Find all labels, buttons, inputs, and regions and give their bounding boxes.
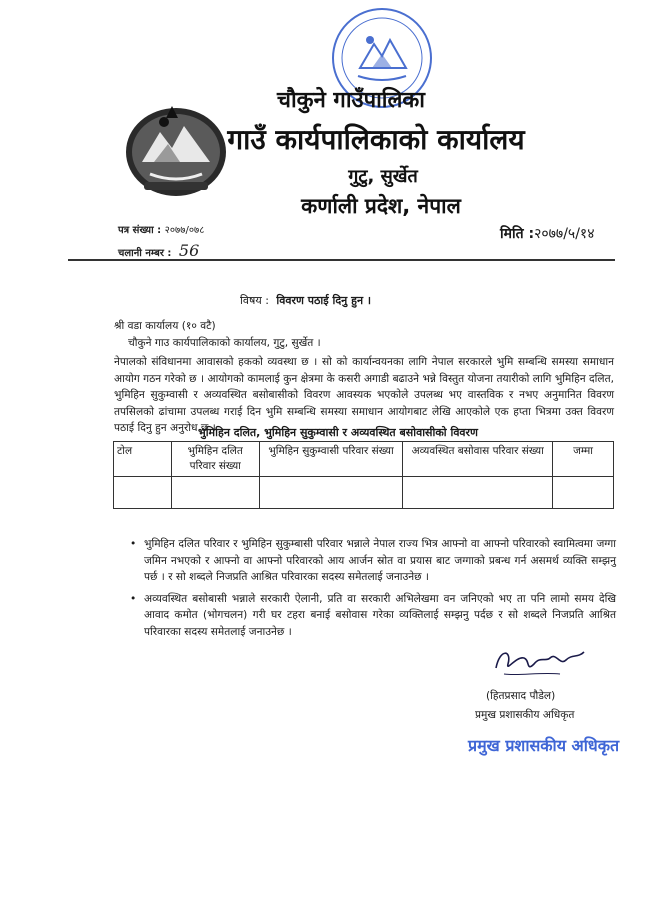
column-header-total: जम्मा [553,442,614,477]
recipient-line-2: चौकुने गाउ कार्यपालिकाको कार्यालय, गुटु, सुर्खेत । [128,337,321,349]
header-divider [68,259,615,261]
subject-line [240,293,371,308]
date-value: २०७७/५/१४ [534,226,595,242]
signatory-name: (हितप्रसाद पौडेल) [486,690,556,702]
officer-title-stamp: प्रमुख प्रशासकीय अधिकृत [468,736,620,755]
list-item [130,536,616,586]
office-location: गुटु, सुर्खेत [348,166,418,187]
note-text: अव्यवस्थित बसोबासी भन्नाले सरकारी ऐलानी, प्रति वा सरकारी अभिलेखमा वन जनिएको भए ता पनि लामो समय देखि आवाद कमोत (भोगचलन) गरी घर टहरा बनाई बसोवास गरेका व्यक्तिलाई सम्झनु पर्दछ र सो शब्दले निजप्रति आश्रित परिवारका सदस्य समेतलाई जनाउनेछ । [144,592,616,638]
recipient-line-1: श्री वडा कार्यालय (१० वटै) [114,320,216,332]
table-cell [553,477,614,509]
province-country: कर्णाली प्रदेश, नेपाल [301,194,461,218]
bullet-icon: • [130,538,137,550]
column-header-unmanaged-settler: अव्यवस्थित बसोवास परिवार संख्या [403,442,553,477]
body-paragraph: नेपालको संविधानमा आवासको हकको व्यवस्था छ । सो को कार्यान्वयनका लागि नेपाल सरकारले भुमि सम्बन्धि समस्या समाधान आयोग गठन गरेको छ । आयोगको कामलाई कुन क्षेत्रमा के कसरी अगाडी बढाउने भन्ने विस्तुत योजना तयारीको लागि भुमिहिन दलित, भुमिहिन सुकुम्वासी र अव्यवस्थित बसोबासीको विवरण आवस्यक भएकोले उपलब्ध भए वास्तविक र नभए अनुमानित विवरण तपसिलको ढांचामा उपलब्ध गराई दिन भुमि सम्बन्धि समस्या समाधान आयोगबाट लेखि आएकोले एक हप्ता भित्रमा उक्त विवरण पठाई दिनु हुन अनुरोध छ । [114,356,614,434]
table-row [114,477,614,509]
office-name: गाउँ कार्यपालिकाको कार्यालय [227,123,525,156]
definition-notes [130,536,616,645]
table-cell [403,477,553,509]
subject-label: विषय : [240,294,269,307]
note-text: भुमिहिन दलित परिवार र भुमिहिन सुकुम्बासी परिवार भन्नाले नेपाल राज्य भित्र आफ्नो वा आफ्नो परिवारको स्वामित्वमा जग्गा जमिन नभएको र आफ्नो वा आफ्नो परिवारको आय आर्जन स्रोत वा प्रयास बाट जग्गाको प्रबन्ध गर्न असमर्थ व्यक्ति सम्झनु पर्छ । र सो शब्दले निजप्रति आश्रित परिवारका सदस्य समेतलाई जनाउनेछ । [144,538,616,583]
subject-value: विवरण पठाई दिनु हुन । [276,294,372,307]
letter-number-label: पत्र संख्या : [118,225,162,236]
table-header-row [114,442,614,477]
letter-number [118,222,204,236]
date-label: मिति : [500,226,535,242]
letter-date [500,224,594,243]
column-header-landless-dalit: भुमिहिन दलित परिवार संख्या [171,442,259,477]
household-details-table [113,441,614,509]
handwritten-signature [490,642,590,682]
dispatch-number-value: 56 [178,241,200,260]
bullet-icon: • [130,592,137,605]
table-cell [171,477,259,509]
table-title: भुमिहिन दलित, भुमिहिन सुकुम्वासी र अव्यवस्थित बसोवासीको विवरण [197,426,479,439]
column-header-tole: टोल [114,442,172,477]
table-cell [259,477,403,509]
list-item [130,591,616,641]
signatory-title: प्रमुख प्रशासकीय अधिकृत [475,709,575,721]
table-cell [114,477,172,509]
dispatch-number-label: चलानी नम्बर : [118,248,172,259]
municipality-name: चौकुने गाउँपालिका [277,88,425,113]
dispatch-number [118,241,199,260]
letter-number-value: २०७७/०७८ [164,225,205,236]
column-header-landless-squatter: भुमिहिन सुकुम्वासी परिवार संख्या [259,442,403,477]
